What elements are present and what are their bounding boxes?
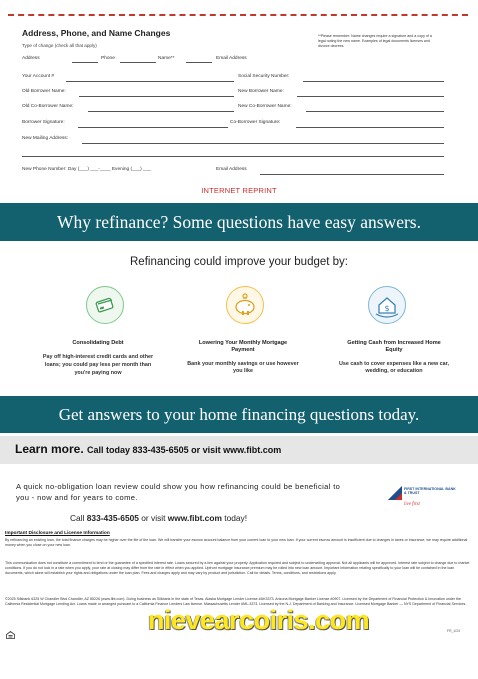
- name-change-note: **Please remember: Name changes require a signature and a copy of a legal noting the new name. Examples of legal documents licenses and divorce decrees.: [318, 34, 432, 48]
- email-field[interactable]: [260, 174, 444, 175]
- new-mailing-field[interactable]: [82, 143, 444, 144]
- equal-housing-icon: [6, 626, 15, 634]
- call-mid: or visit: [138, 513, 168, 523]
- ssn-field[interactable]: [303, 81, 444, 82]
- ssn-label: Social Security Number:: [238, 74, 290, 79]
- new-mailing-label: New Mailing Address:: [22, 136, 69, 141]
- bank-logo: [388, 484, 458, 514]
- account-label: Your Account #: [22, 74, 55, 79]
- bank-name: FIRST INTERNATIONAL BANK & TRUST: [404, 487, 456, 495]
- get-answers-banner: Get answers to your home financing questions today.: [0, 396, 478, 433]
- cash-from-equity-icon: [368, 286, 406, 324]
- checkbox-name[interactable]: Name**: [158, 56, 175, 61]
- new-borrower-label: New Borrower Name:: [238, 89, 284, 94]
- coborrower-signature-label: Co-Borrower Signature:: [230, 120, 281, 125]
- column-consolidating-debt: [23, 340, 173, 377]
- phone-link[interactable]: 833-435-6505: [86, 513, 139, 523]
- call-end: today!: [221, 513, 248, 523]
- mortgage-payment-icon: [226, 286, 264, 324]
- column-title: Getting Cash from Increased Home Equity: [347, 340, 441, 354]
- disclosure-paragraph-2: This communication does not constitute a commitment to lend or the guarantee of a specified interest rate. Loans secured by a lien against your property. Application required and subject to underwriting approval. Not all applicants will be approved. Interest rate subject to change due to market conditions. If you do not lock in a rate when you apply, your rate at closing may differ from the rate in effect when you applied. Upfront mortgage insurance premium may be rolled into new loan amount. Important information relating specifically to your loan will be contained in the loan documents, which alone will establish your rights and obligations under the loan plan. Fees and charges apply and may vary by product and jurisdiction. Call for details. Terms, conditions, and restrictions apply.: [5, 561, 470, 576]
- watermark-text: nievearcoiris.com: [148, 605, 370, 635]
- column-title: Consolidating Debt: [72, 340, 124, 346]
- disclosure-paragraph-1: By refinancing an existing loan, the total finance charges may be higher over the life of the loan. We will transfer your escrow account balance from your current loan to your new loan. If your current escrow amount is insufficient due to changes in taxes or insurance, we may require additional money when you close on your new loan.: [5, 538, 468, 548]
- debt-consolidation-icon: [86, 286, 124, 324]
- borrower-signature-field[interactable]: [78, 127, 228, 128]
- learn-more-text: [15, 442, 281, 456]
- column-cash-from-equity: [319, 340, 469, 376]
- bank-tagline: live first: [404, 502, 420, 507]
- old-borrower-field[interactable]: [79, 96, 234, 97]
- column-lowering-payment: [168, 340, 318, 376]
- call-line: [70, 513, 247, 523]
- mailing-line-2[interactable]: [22, 156, 444, 157]
- learn-more-contact[interactable]: Call today 833-435-6505 or visit www.fibt.com: [87, 445, 282, 455]
- email-label: Email Address: [216, 167, 247, 172]
- old-coborrower-field[interactable]: [88, 111, 234, 112]
- disclosure-paragraph-3: ©2025 Silkbank 6325 W Chandler Blvd Chandler, AZ 85226 (www.fibt.com). Doing business as Silkbank in the state of Texas. Alaska Mortgage Lender License #AK3373. Arizona Mortgage Banker License #0907. Licensed by the Department of Financial Protection & Innovation under the California Residential Mortgage Lending Act. Loans made or arranged pursuant to a California Finance Lenders Law license. Massachusetts Lender #ML-3373. Licensed by the N.J. Department of Banking and Insurance. Licensed Mortgage Banker — NYS Department of Financial Services.: [5, 597, 467, 607]
- column-text: Pay off high-interest credit cards and other loans; you could pay less per month than you're paying now: [42, 354, 154, 376]
- borrower-signature-label: Borrower Signature:: [22, 120, 65, 125]
- checkbox-address[interactable]: Address: [22, 56, 40, 61]
- column-text: Bank your monthly savings or use however you like: [187, 360, 299, 375]
- website-link[interactable]: www.fibt.com: [167, 513, 222, 523]
- new-coborrower-label: New Co-Borrower Name:: [238, 104, 292, 109]
- column-text: Use cash to cover expenses like a new car, wedding, or education: [339, 360, 449, 375]
- bank-logo-icon: [388, 486, 402, 500]
- loan-review-text: A quick no-obligation loan review could show you how refinancing could be beneficial to you - now and for years to come.: [16, 482, 341, 503]
- old-borrower-label: Old Borrower Name:: [22, 89, 66, 94]
- name-blank: [186, 62, 212, 63]
- why-refinance-banner: Why refinance? Some questions have easy answers.: [0, 203, 478, 241]
- coborrower-signature-field[interactable]: [296, 127, 444, 128]
- top-dashed-rule: [8, 14, 468, 16]
- disclosure-title: Important Disclosure and License Information: [5, 531, 110, 536]
- account-field[interactable]: [66, 81, 234, 82]
- budget-headline: Refinancing could improve your budget by:: [130, 256, 348, 268]
- form-title: Address, Phone, and Name Changes: [22, 28, 171, 38]
- learn-more-bold: Learn more.: [15, 442, 84, 456]
- address-blank: [72, 62, 98, 63]
- old-coborrower-label: Old Co-Borrower Name:: [22, 104, 74, 109]
- svg-text:$: $: [384, 304, 390, 313]
- checkbox-email[interactable]: Email Address: [216, 56, 247, 61]
- internet-reprint-stamp: INTERNET REPRINT: [201, 186, 277, 195]
- call-prefix: Call: [70, 513, 87, 523]
- phone-number-label: New Phone Number: Day (___) ___-____ Evening (___) ___: [22, 167, 152, 172]
- new-coborrower-field[interactable]: [306, 111, 444, 112]
- change-type-instruction: Type of change (check all that apply): [22, 43, 97, 48]
- phone-blank: [120, 62, 156, 63]
- checkbox-phone[interactable]: Phone: [101, 56, 115, 61]
- new-borrower-field[interactable]: [297, 96, 444, 97]
- column-title: Lowering Your Monthly Mortgage Payment: [198, 340, 288, 354]
- form-code: FR_1/24: [447, 629, 461, 633]
